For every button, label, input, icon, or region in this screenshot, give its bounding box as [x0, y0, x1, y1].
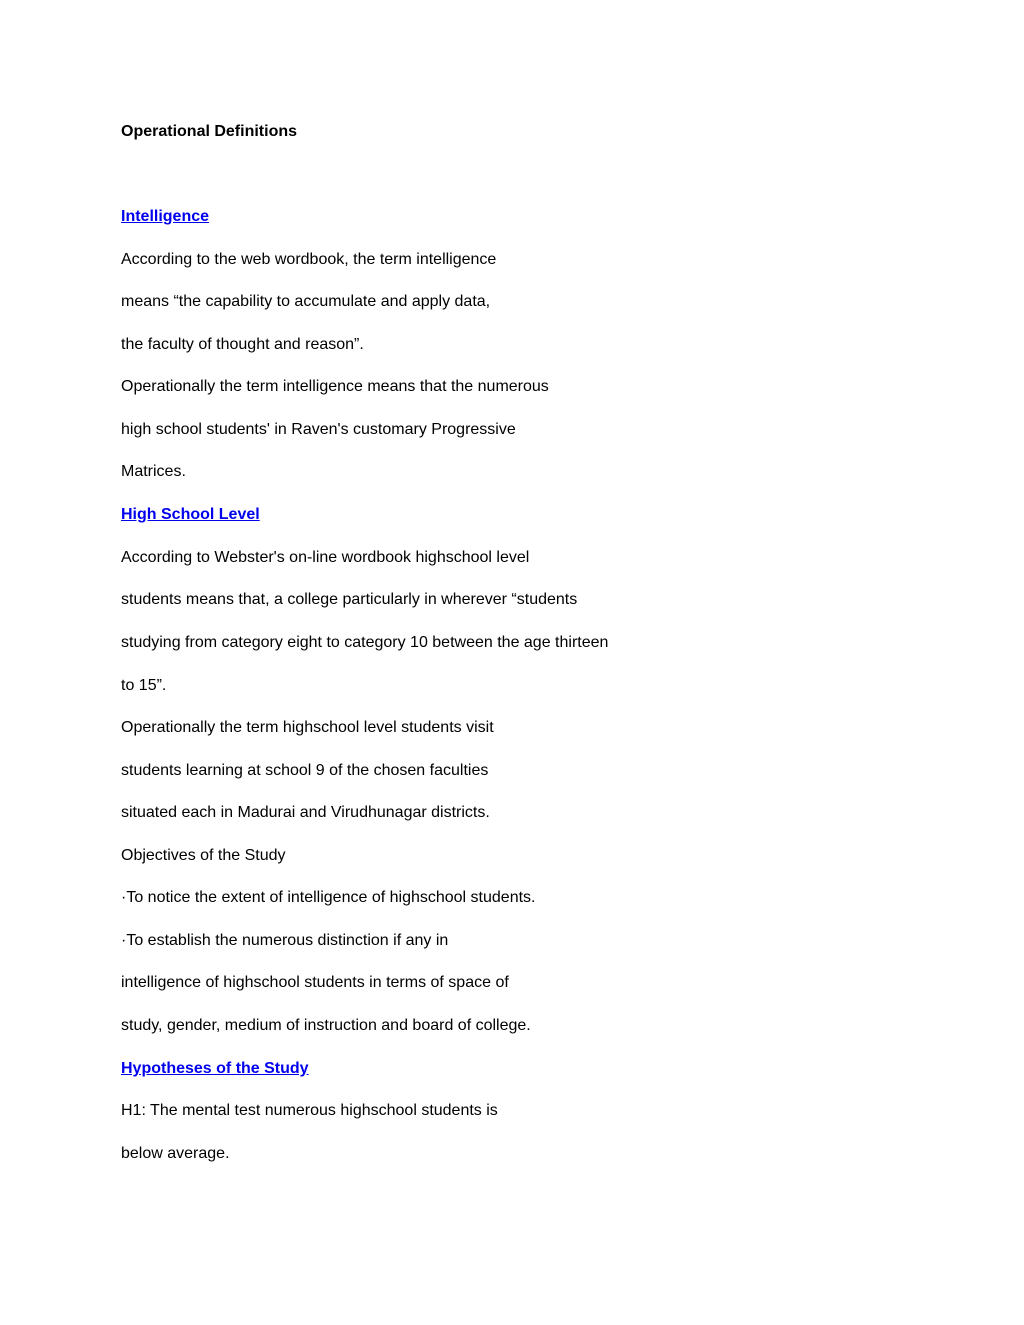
page-title: Operational Definitions [121, 123, 298, 140]
bullet-line: ·To notice the extent of intelligence of highschool students. [121, 889, 536, 906]
paragraph-line: Operationally the term highschool level students visit [121, 719, 494, 736]
paragraph-line: high school students' in Raven's customary Progressive [121, 421, 516, 438]
hypotheses-heading-link[interactable]: Hypotheses of the Study [121, 1060, 309, 1077]
paragraph-line: Operationally the term intelligence means that the numerous [121, 378, 549, 395]
intelligence-heading-link[interactable]: Intelligence [121, 208, 210, 225]
objectives-subheading: Objectives of the Study [121, 847, 286, 864]
high-school-level-heading-link[interactable]: High School Level [121, 506, 260, 523]
paragraph-line: situated each in Madurai and Virudhunagar districts. [121, 804, 490, 821]
paragraph-line: below average. [121, 1145, 230, 1162]
paragraph-line: means “the capability to accumulate and apply data, [121, 293, 491, 310]
bullet-line: ·To establish the numerous distinction if any in [121, 932, 449, 949]
paragraph-line: study, gender, medium of instruction and board of college. [121, 1017, 531, 1034]
paragraph-line: According to the web wordbook, the term intelligence [121, 251, 497, 268]
paragraph-line: students means that, a college particularly in wherever “students [121, 591, 578, 608]
paragraph-line: studying from category eight to category 10 between the age thirteen [121, 634, 609, 651]
paragraph-line: According to Webster's on-line wordbook highschool level [121, 549, 530, 566]
paragraph-line: students learning at school 9 of the chosen faculties [121, 762, 489, 779]
paragraph-line: the faculty of thought and reason”. [121, 336, 364, 353]
paragraph-line: Matrices. [121, 463, 186, 480]
paragraph-line: to 15”. [121, 677, 167, 694]
paragraph-line: intelligence of highschool students in terms of space of [121, 974, 509, 991]
paragraph-line: H1: The mental test numerous highschool students is [121, 1102, 498, 1119]
